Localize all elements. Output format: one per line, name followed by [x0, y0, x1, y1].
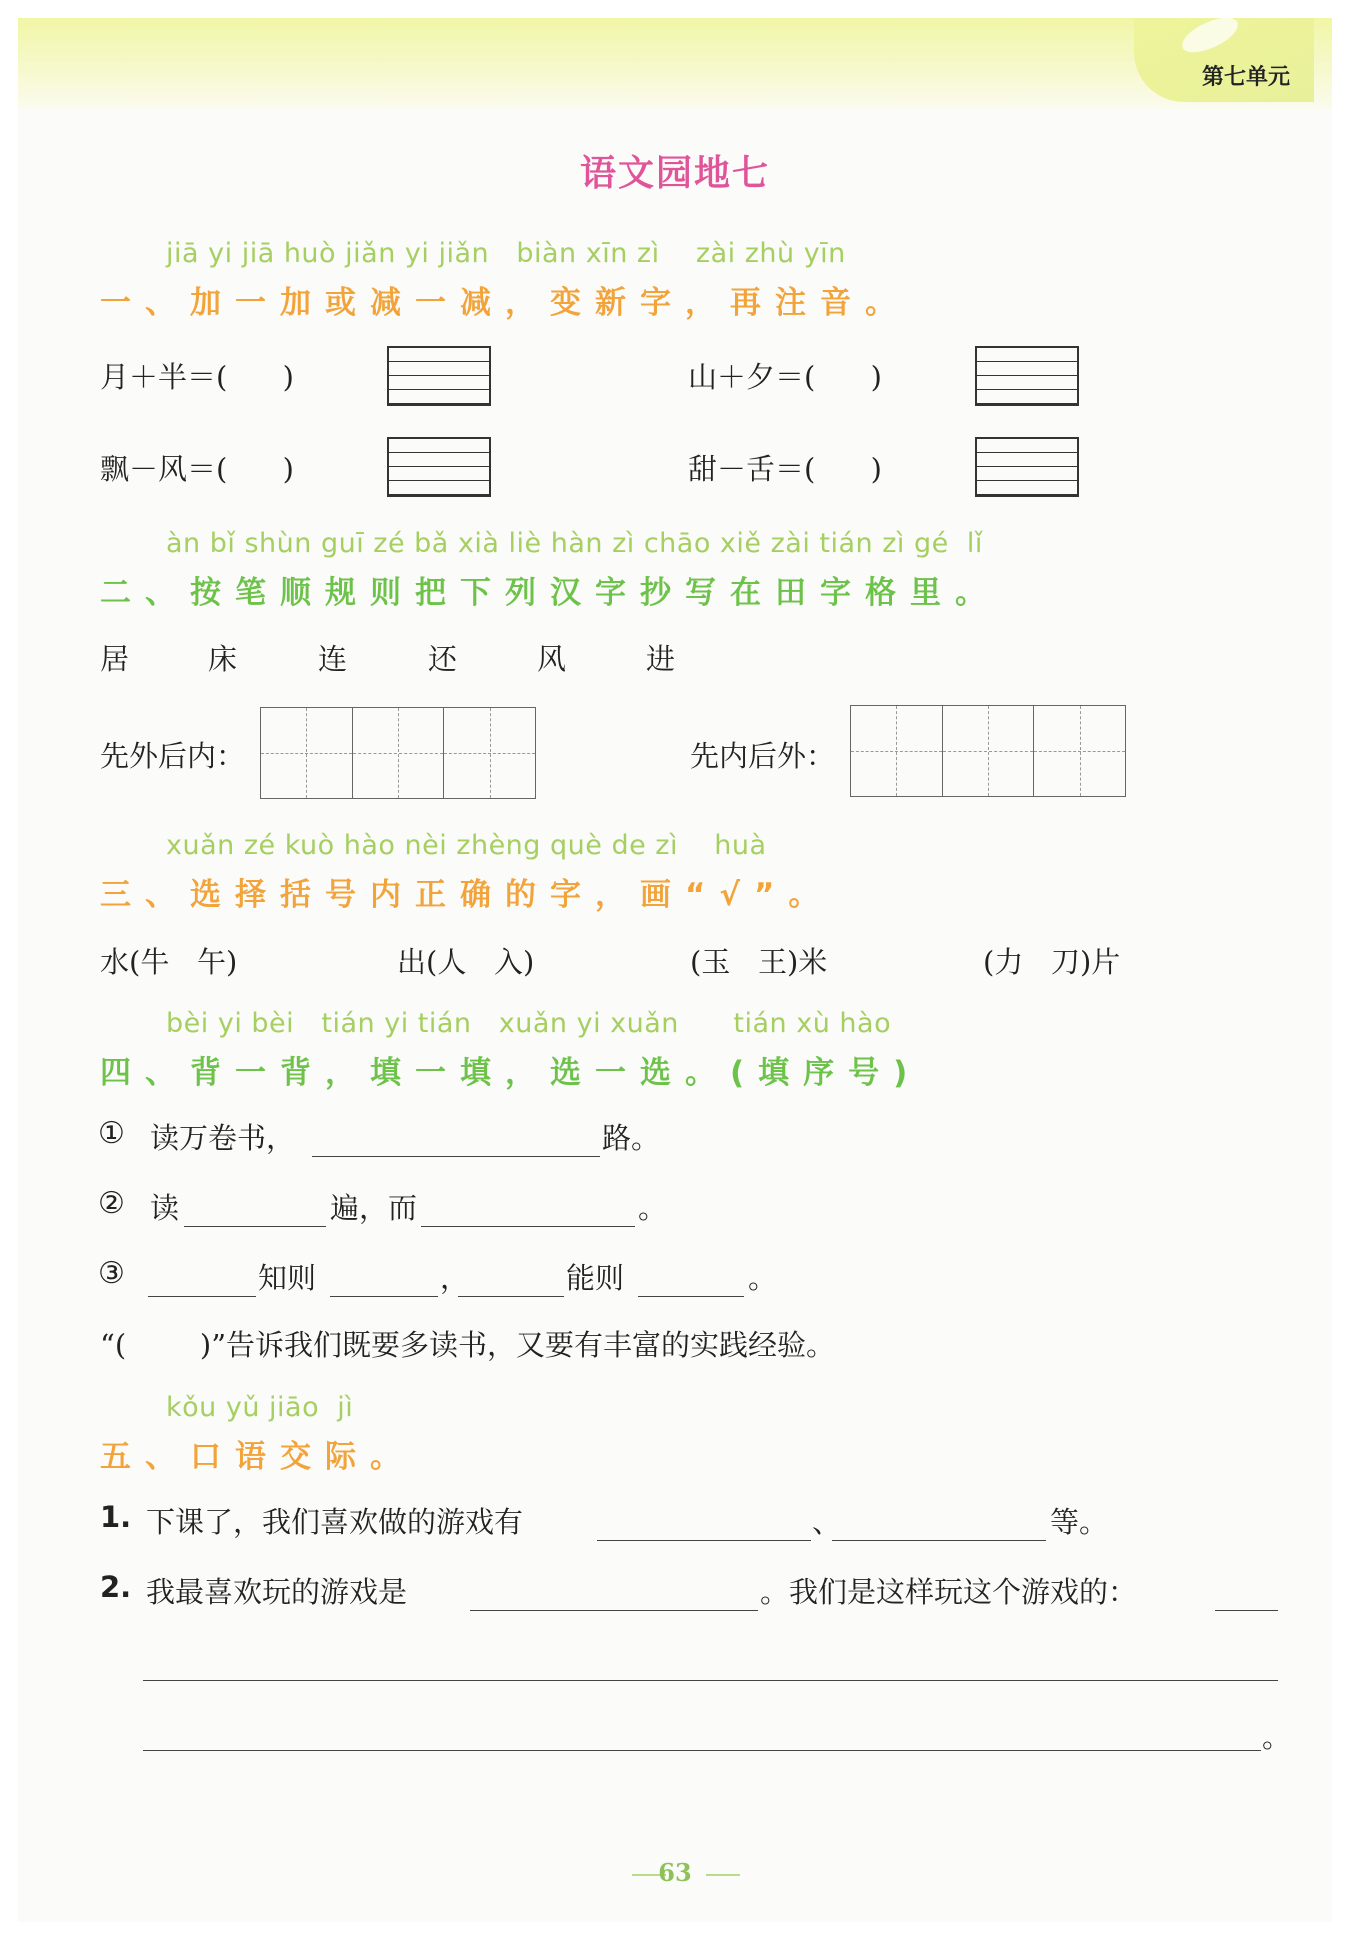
section2-heading: 二、按笔顺规则把下列汉字抄写在田字格里。 [100, 575, 1000, 611]
section1-heading: 一、加一加或减一减，变新字，再注音。 [100, 285, 910, 321]
blank-game-1[interactable] [597, 1540, 811, 1541]
choice-2[interactable]: 出(人 入) [397, 945, 535, 979]
section1-pinyin: jiā yi jiā huò jiǎn yi jiǎn biàn xīn zì zài zhù yīn [166, 238, 846, 269]
inner-first-label: 先内后外： [690, 739, 836, 773]
item-number-3: ③ [98, 1256, 125, 1291]
poem-line2-mid: 遍，而 [330, 1191, 418, 1225]
poem-line1-end: 路。 [602, 1121, 661, 1155]
section4-heading: 四、背一背，填一填，选一选。(填序号) [100, 1055, 922, 1091]
section4-pinyin: bèi yi bèi tián yi tián xuǎn yi xuǎn tián xù hào [166, 1008, 892, 1039]
tian-cell[interactable] [1034, 706, 1125, 796]
char-ju: 居 [100, 642, 130, 676]
poem-line3-a: 知则 [258, 1261, 317, 1295]
tian-grid-outer-first[interactable] [260, 707, 536, 799]
poem-line3-b: ， [440, 1261, 470, 1295]
section3-pinyin: xuǎn zé kuò hào nèi zhèng què de zì huà [166, 830, 767, 861]
equation-1: 月＋半＝( ) [100, 360, 294, 394]
answer-line-2[interactable] [143, 1750, 1261, 1751]
footer-dash-right [706, 1874, 740, 1876]
equation-3: 飘－风＝( ) [100, 452, 294, 486]
char-feng: 风 [537, 642, 567, 676]
tian-cell[interactable] [851, 706, 943, 796]
tian-cell[interactable] [444, 708, 535, 798]
section3-heading: 三、选择括号内正确的字，画“√”。 [100, 877, 834, 913]
blank-favorite-game[interactable] [470, 1610, 758, 1611]
item-number-2: ② [98, 1186, 125, 1221]
equation-2: 山＋夕＝( ) [688, 360, 882, 394]
question-1-separator: 、 [812, 1505, 842, 1539]
section2-pinyin: àn bǐ shùn guī zé bǎ xià liè hàn zì chāo xiě zài tián zì gé lǐ [166, 528, 983, 559]
blank-how-to-play-start[interactable] [1215, 1610, 1278, 1611]
pinyin-writing-box-3[interactable] [387, 437, 491, 497]
pinyin-writing-box-2[interactable] [975, 346, 1079, 406]
tian-cell[interactable] [353, 708, 445, 798]
poem-line3-d: 。 [748, 1261, 778, 1295]
char-jin: 进 [646, 642, 676, 676]
question-1-text: 下课了，我们喜欢做的游戏有 [146, 1505, 524, 1539]
question-1-end: 等。 [1050, 1505, 1109, 1539]
blank-line3a[interactable] [148, 1296, 256, 1297]
question-2-text: 我最喜欢玩的游戏是 [146, 1575, 408, 1609]
choice-1[interactable]: 水(牛 午) [100, 945, 238, 979]
char-lian: 连 [318, 642, 348, 676]
poem-line1-start: 读万卷书， [150, 1121, 296, 1155]
char-huan: 还 [428, 642, 458, 676]
equation-4: 甜－舌＝( ) [688, 452, 882, 486]
blank-line1[interactable] [312, 1156, 600, 1157]
outer-first-label: 先外后内： [100, 739, 246, 773]
poem-line2-end: 。 [638, 1191, 668, 1225]
blank-line2b[interactable] [421, 1226, 635, 1227]
blank-line3b[interactable] [330, 1296, 438, 1297]
blank-line3d[interactable] [638, 1296, 744, 1297]
blank-line2a[interactable] [184, 1226, 326, 1227]
char-chuang: 床 [208, 642, 238, 676]
question-1-number: 1. [100, 1500, 132, 1534]
answer-line-1[interactable] [143, 1680, 1278, 1681]
item-number-1: ① [98, 1116, 125, 1151]
answer-end-period: 。 [1262, 1720, 1292, 1754]
blank-game-2[interactable] [832, 1540, 1046, 1541]
page-number: 63 [658, 1858, 692, 1887]
poem-line3-c: 能则 [566, 1261, 625, 1295]
unit-label: 第七单元 [1201, 65, 1290, 90]
blank-line3c[interactable] [458, 1296, 564, 1297]
pinyin-writing-box-4[interactable] [975, 437, 1079, 497]
section5-pinyin: kǒu yǔ jiāo jì [166, 1392, 354, 1423]
tian-cell[interactable] [261, 708, 353, 798]
pinyin-writing-box-1[interactable] [387, 346, 491, 406]
page-title: 语文园地七 [579, 153, 770, 194]
section5-heading: 五、口语交际。 [100, 1439, 415, 1475]
tian-grid-inner-first[interactable] [850, 705, 1126, 797]
choice-4[interactable]: (力 刀)片 [983, 945, 1121, 979]
poem-line2-start: 读 [150, 1191, 180, 1225]
question-2-number: 2. [100, 1570, 132, 1604]
poem-question: “( )”告诉我们既要多读书，又要有丰富的实践经验。 [100, 1328, 836, 1362]
choice-3[interactable]: (玉 王)米 [690, 945, 828, 979]
tian-cell[interactable] [943, 706, 1035, 796]
question-2-mid: 。我们是这样玩这个游戏的： [760, 1575, 1138, 1609]
